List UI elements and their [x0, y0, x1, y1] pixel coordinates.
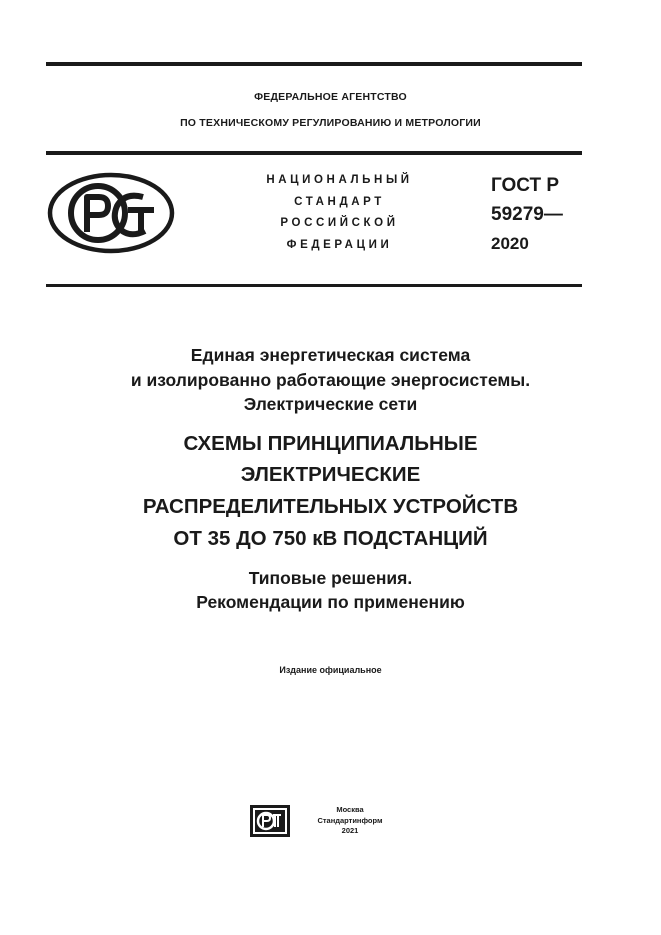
header-bottom-rule [46, 284, 582, 287]
subtitle-line: Электрические сети [243, 394, 418, 414]
standard-number [491, 171, 563, 258]
standard-type-line: СТАНДАРТ [294, 195, 385, 208]
main-title-line: ОТ 35 ДО 750 кВ ПОДСТАНЦИЙ [173, 527, 488, 550]
publisher-block [310, 805, 390, 837]
subtitle-line: Единая энергетическая система [190, 345, 471, 365]
main-title-line: ЭЛЕКТРИЧЕСКИЕ [240, 463, 421, 486]
top-rule [46, 62, 582, 66]
agency-rule [46, 151, 582, 155]
main-title-line: СХЕМЫ ПРИНЦИПИАЛЬНЫЕ [183, 432, 478, 455]
standard-year: 2020 [491, 234, 529, 253]
standartinform-logo-icon [250, 805, 290, 842]
standard-number-line-1: ГОСТ Р [491, 175, 560, 196]
standard-type-line: РОССИЙСКОЙ [280, 217, 399, 229]
standard-number-line-2: 59279— [491, 204, 563, 225]
typical-solutions-line: Рекомендации по применению [196, 592, 465, 612]
standard-type-line: ФЕДЕРАЦИИ [286, 238, 393, 251]
standard-type-line: НАЦИОНАЛЬНЫЙ [266, 174, 413, 186]
edition-label: Издание официальное [279, 665, 382, 675]
main-title-line: РАСПРЕДЕЛИТЕЛЬНЫХ УСТРОЙСТВ [142, 495, 519, 518]
standard-type-block [232, 170, 447, 256]
subtitle-line: и изолированно работающие энергосистемы. [130, 370, 531, 390]
publisher-city: Москва [336, 805, 364, 814]
typical-solutions-line: Типовые решения. [248, 568, 413, 588]
agency-line-1: ФЕДЕРАЛЬНОЕ АГЕНТСТВО [254, 91, 407, 103]
publisher-year: 2021 [341, 826, 359, 835]
agency-line-2: ПО ТЕХНИЧЕСКОМУ РЕГУЛИРОВАНИЮ И МЕТРОЛОГИИ [180, 117, 481, 129]
publisher-name: Стандартинформ [317, 815, 383, 825]
gost-r-logo-icon [47, 172, 175, 259]
